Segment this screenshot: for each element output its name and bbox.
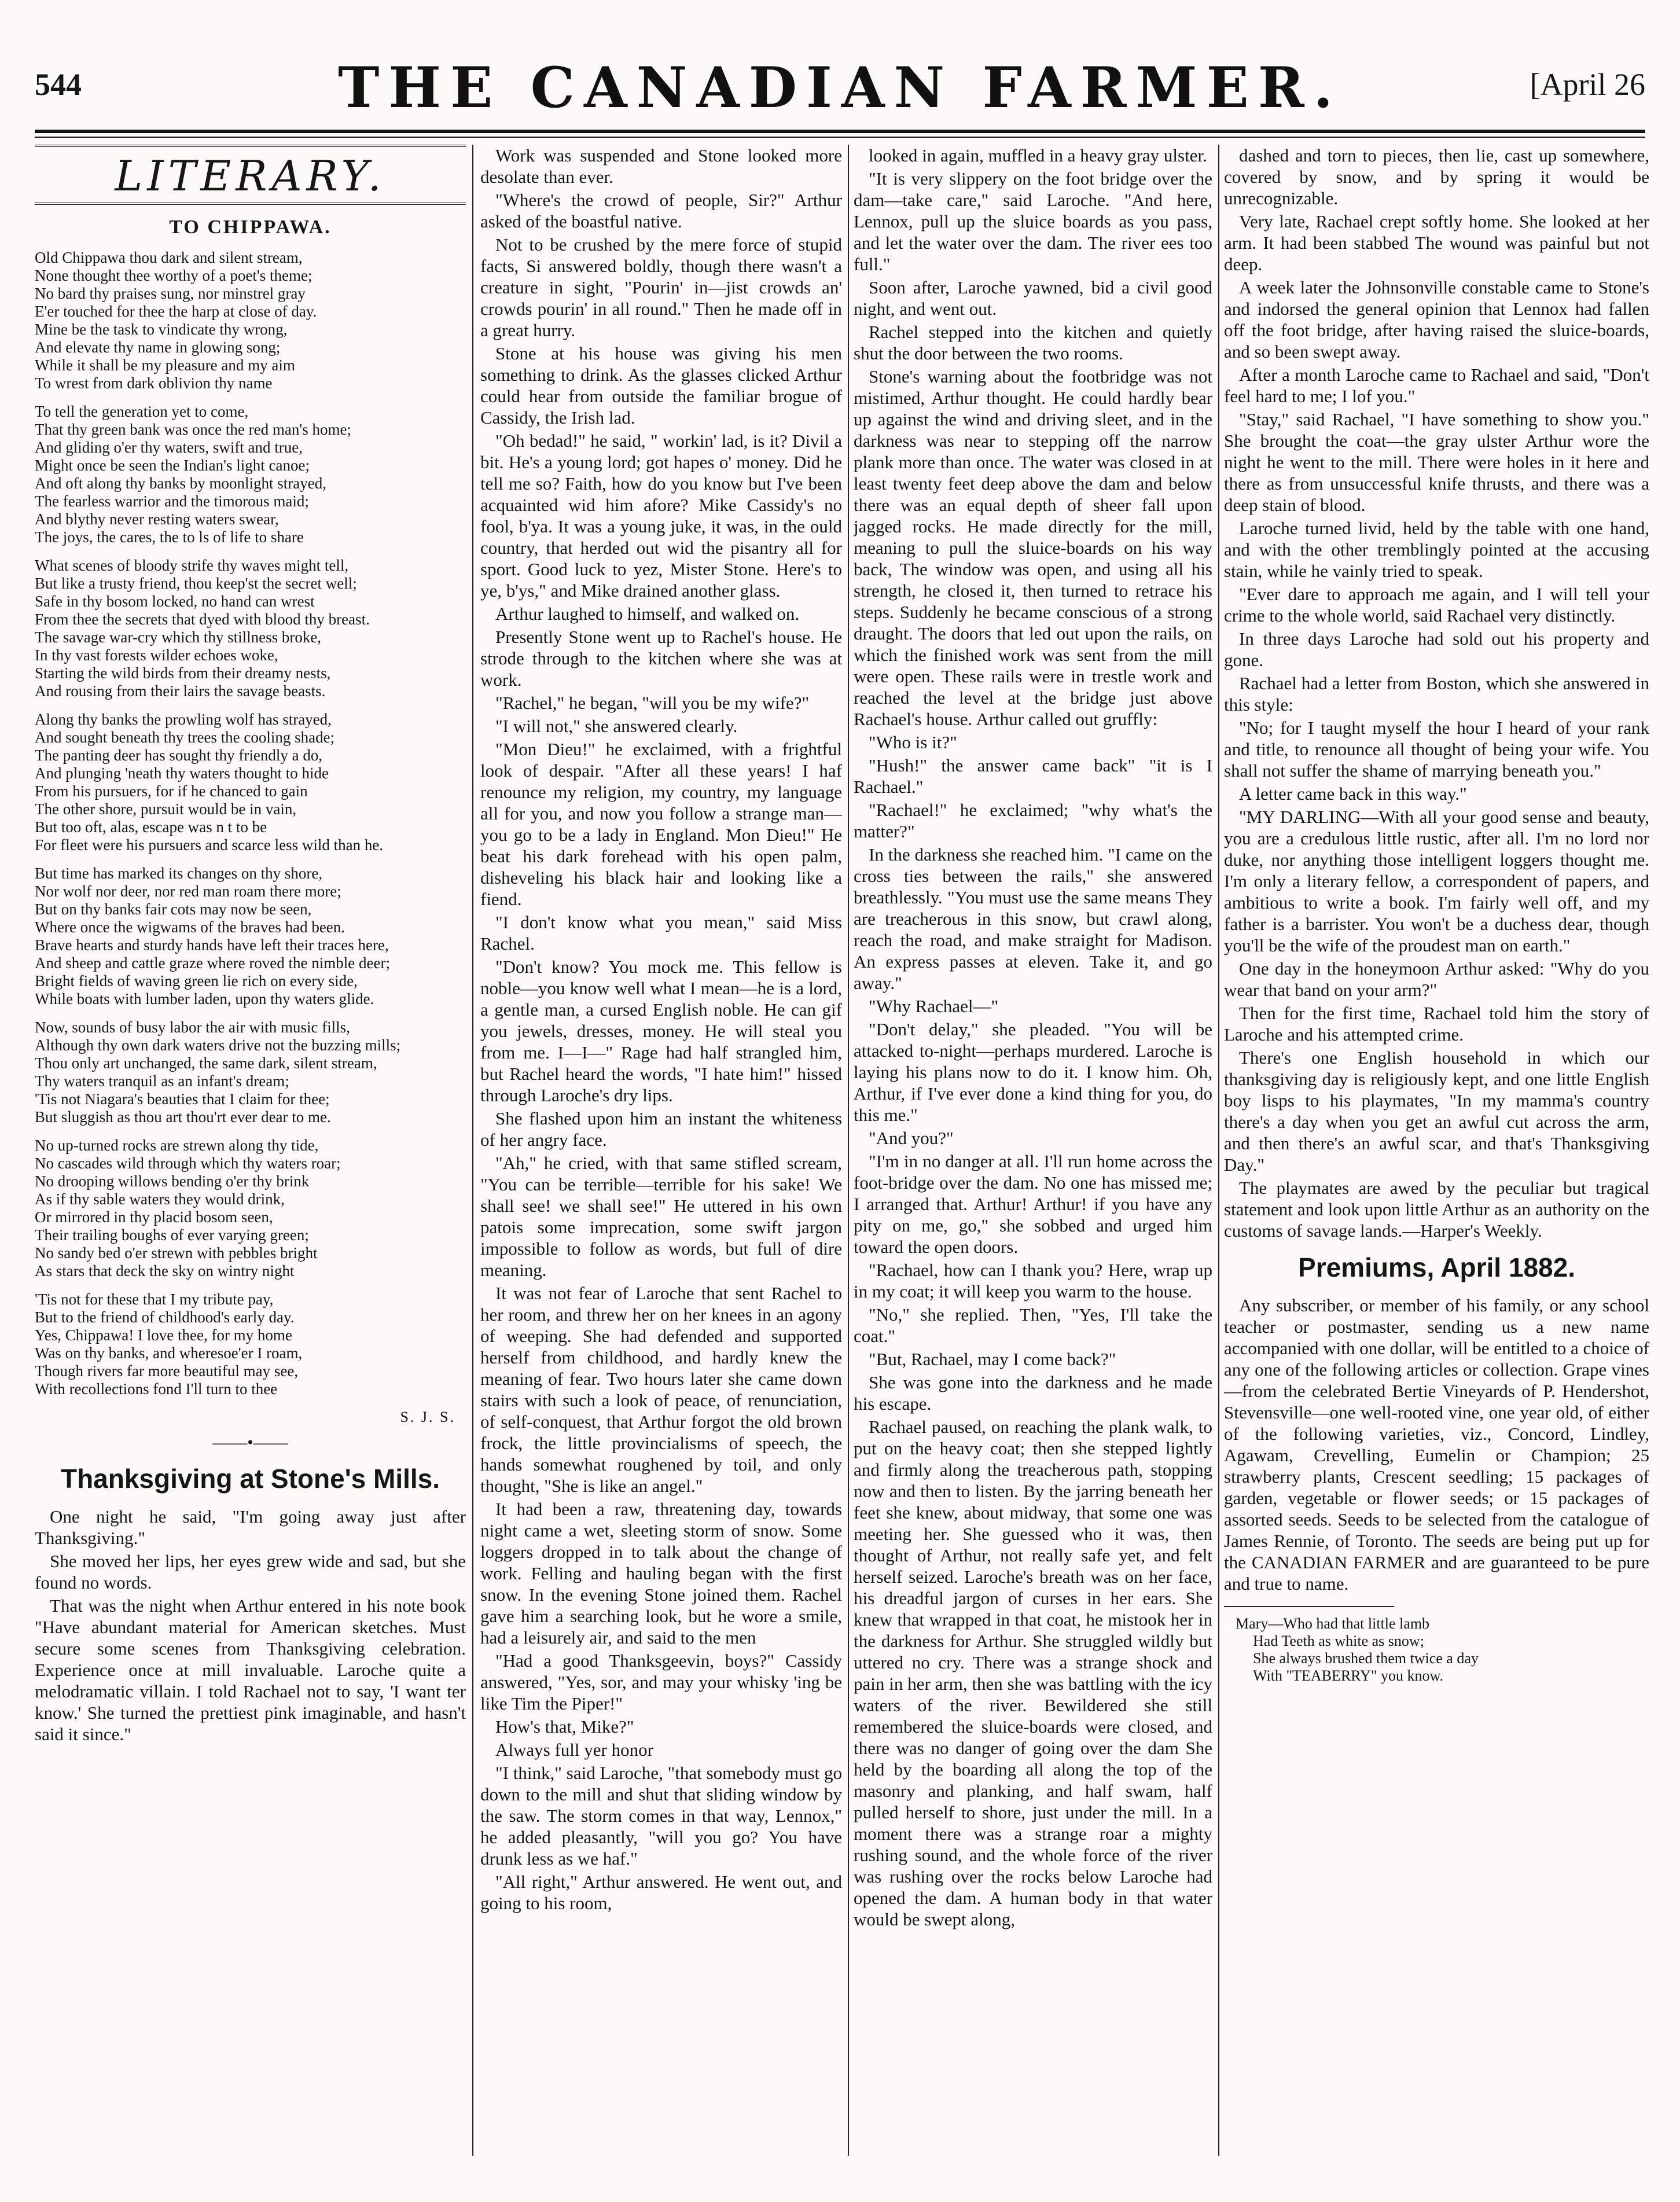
poem-stanza	[35, 557, 466, 700]
paragraph: "Mon Dieu!" he exclaimed, with a frightful look of despair. "After all these years! I haf renounce my religion, my country, my language all for you, and now you follow a strange man—you go to be a lady in England. Mon Dieu!" He beat his dark forehead with his open palm, disheveling his black hair and looking like a fiend.	[480, 739, 842, 909]
story-body	[35, 1506, 466, 1745]
poem-line: For fleet were his pursuers and scarce less wild than he.	[35, 836, 384, 854]
column-divider	[472, 145, 473, 2156]
story-continuation	[480, 145, 842, 1914]
poem-line: Their trailing boughs of ever varying green;	[35, 1226, 309, 1244]
paragraph: Soon after, Laroche yawned, bid a civil good night, and went out.	[854, 277, 1212, 319]
paragraph: The playmates are awed by the peculiar but tragical statement and look upon little Arthur as an authority on the customs of savage lands.—Harper's Weekly.	[1224, 1178, 1649, 1241]
poem-line: E'er touched for thee the harp at close of day.	[35, 303, 317, 320]
poem-title: TO CHIPPAWA.	[169, 216, 332, 238]
poem-line: But time has marked its changes on thy shore,	[35, 865, 323, 882]
newspaper-title: THE CANADIAN FARMER.	[337, 55, 1343, 120]
poem-line: While boats with lumber laden, upon thy waters glide.	[35, 990, 374, 1008]
poem-line: Safe in thy bosom locked, no hand can wrest	[35, 593, 315, 610]
advert-line: She always brushed them twice a day	[1253, 1650, 1479, 1667]
poem-line: In thy vast forests wilder echoes woke,	[35, 646, 278, 664]
poem-line: 'Tis not Niagara's beauties that I claim for thee;	[35, 1090, 330, 1108]
poem-line: Starting the wild birds from their dreamy nests,	[35, 664, 331, 682]
paragraph: She moved her lips, her eyes grew wide and sad, but she found no words.	[35, 1551, 466, 1593]
poem-line: No drooping willows bending o'er thy brink	[35, 1172, 310, 1190]
poem-line: The panting deer has sought thy friendly a do,	[35, 747, 323, 764]
poem-line: And oft along thy banks by moonlight strayed,	[35, 475, 326, 492]
poem-stanza	[35, 1291, 466, 1398]
poem-line: As stars that deck the sky on wintry night	[35, 1262, 295, 1280]
paragraph: "I don't know what you mean," said Miss Rachel.	[480, 912, 842, 954]
paragraph: She was gone into the darkness and he made his escape.	[854, 1372, 1212, 1414]
poem-line: But on thy banks fair cots may now be seen,	[35, 900, 312, 918]
paragraph: Always full yer honor	[495, 1740, 653, 1760]
paragraph: Arthur laughed to himself, and walked on.	[495, 604, 800, 624]
poem-line: Bright fields of waving green lie rich on every side,	[35, 972, 358, 990]
paragraph: "Who is it?"	[869, 732, 957, 752]
paragraph: It was not fear of Laroche that sent Rachel to her room, and threw her on her knees in an agony of weeping. She had defended and supported herself from childhood, and hardly knew the meaning of fear. Two hours later she came down stairs with such a look of peace, of renunciation, of self-conquest, that Arthur forgot the old brown frock, the little provincialisms of speech, the hands somewhat roughened by toil, and only thought, "She is like an angel."	[480, 1283, 842, 1496]
column-1	[35, 145, 466, 2167]
poem-line: The savage war-cry which thy stillness broke,	[35, 628, 322, 646]
paragraph: Rachel stepped into the kitchen and quietly shut the door between the two rooms.	[854, 322, 1212, 363]
poem-line: But sluggish as thou art thou'rt ever dear to me.	[35, 1108, 331, 1126]
paragraph: "Don't know? You mock me. This fellow is noble—you know well what I mean—he is a lord, a gentle man, a cursed English noble. He can gif you jewels, dresses, money. He will steal you from me. I—I—" Rage had half strangled him, but Rachel heard the words, "I hate him!" hissed through Laroche's dry lips.	[480, 957, 842, 1105]
paragraph: "And you?"	[869, 1128, 954, 1148]
column-4	[1224, 145, 1649, 2167]
paragraph: "But, Rachael, may I come back?"	[869, 1349, 1116, 1369]
advert-line: Had Teeth as white as snow;	[1253, 1633, 1424, 1649]
column-divider	[1218, 145, 1219, 2156]
paragraph: "Stay," said Rachael, "I have something to show you." She brought the coat—the gray ulster Arthur wore the night he went to the mill. There were holes in it here and there as from unsuccessful knife thrusts, and there was a deep stain of blood.	[1224, 409, 1649, 515]
poem-line: Though rivers far more beautiful may see,	[35, 1362, 299, 1380]
poem-line: The other shore, pursuit would be in vain,	[35, 800, 297, 818]
paragraph: In the darkness she reached him. "I came on the cross ties between the rails," she answered breathlessly. "You must use the same means They are treacherous in this snow, but crawl along, reach the road, and make straight for Madison. An express passes at eleven. Take it, and go away."	[854, 844, 1212, 993]
poem-line: The joys, the cares, the to ls of life to share	[35, 528, 304, 546]
poem-line: 'Tis not for these that I my tribute pay,	[35, 1291, 274, 1308]
masthead	[35, 55, 1645, 130]
paragraph: Not to be crushed by the mere force of stupid facts, Si answered boldly, though there wasn't a creature in sight, "Pourin' in—jist crowds an' crowds pourin' in all round." Then he made off in a great hurry.	[480, 234, 842, 340]
poem-line: Nor wolf nor deer, nor red man roam there more;	[35, 883, 341, 900]
paragraph: How's that, Mike?"	[495, 1716, 634, 1737]
paragraph: "I will not," she answered clearly.	[495, 716, 738, 736]
paragraph: "No; for I taught myself the hour I heard of your rank and title, to renounce all thought of being your wife. You shall not suffer the shame of marrying beneath you."	[1224, 718, 1649, 781]
poem-line: As if thy sable waters they would drink,	[35, 1190, 285, 1208]
poem-line: With recollections fond I'll turn to thee	[35, 1380, 278, 1398]
advert-line: With "TEABERRY" you know.	[1253, 1667, 1444, 1684]
poem-line: None thought thee worthy of a poet's theme;	[35, 267, 313, 284]
paragraph: One night he said, "I'm going away just after Thanksgiving."	[35, 1506, 466, 1548]
paragraph: "I'm in no danger at all. I'll run home across the foot-bridge over the dam. No one has missed me; I arranged that. Arthur! Arthur! if you have any pity on me, go," she sobbed and urged him toward the open doors.	[854, 1151, 1212, 1257]
poem-line: Where once the wigwams of the braves had been.	[35, 918, 345, 936]
poem-line: Was on thy banks, and wheresoe'er I roam,	[35, 1344, 303, 1362]
column-divider	[848, 145, 849, 2156]
poem-line: From thee the secrets that dyed with blood thy breast.	[35, 611, 370, 628]
paragraph: "Hush!" the answer came back" "it is I Rachael."	[854, 755, 1212, 797]
paragraph: There's one English household in which our thanksgiving day is religiously kept, and one little English boy lisps to his playmates, "In my mamma's country there's a day when you get an awful cut across the arm, and then there's an awful scar, and that's Thanksgiving Day."	[1224, 1047, 1649, 1175]
paragraph: "No," she replied. Then, "Yes, I'll take the coat."	[854, 1304, 1212, 1346]
paragraph: "Where's the crowd of people, Sir?" Arthur asked of the boastful native.	[480, 190, 842, 231]
poem-line: Yes, Chippawa! I love thee, for my home	[35, 1326, 292, 1344]
paragraph: "Had a good Thanksgeevin, boys?" Cassidy answered, "Yes, sor, and may your whisky 'ing be like Tim the Piper!"	[480, 1650, 842, 1714]
section-divider: ——•——	[212, 1433, 288, 1452]
paragraph: A week later the Johnsonville constable came to Stone's and indorsed the general opinion that Lennox had fallen off the foot bridge, after having raised the sluice-boards, and so been swept away.	[1224, 277, 1649, 362]
story-title: Thanksgiving at Stone's Mills.	[60, 1464, 440, 1494]
paragraph: A letter came back in this way."	[1239, 784, 1467, 804]
paragraph: "Rachel," he began, "will you be my wife?"	[495, 693, 810, 713]
issue-date: [April 26	[1530, 67, 1645, 102]
poem-line: And sheep and cattle graze where roved the nimble deer;	[35, 954, 390, 972]
poem-line: But too oft, alas, escape was n t to be	[35, 818, 267, 836]
paragraph: Stone at his house was giving his men something to drink. As the glasses clicked Arthur could hear from outside the familiar brogue of Cassidy, the Irish lad.	[480, 343, 842, 428]
poem-line: And gliding o'er thy waters, swift and true,	[35, 439, 303, 456]
poem-line: Although thy own dark waters drive not the buzzing mills;	[35, 1036, 401, 1054]
page-number: 544	[35, 67, 82, 102]
poem-body	[35, 249, 466, 1398]
paragraph: Rachael had a letter from Boston, which she answered in this style:	[1224, 673, 1649, 715]
poem-stanza	[35, 711, 466, 854]
poem-stanza	[35, 403, 466, 546]
poem-line: Or mirrored in thy placid bosom seen,	[35, 1208, 273, 1226]
paragraph: Work was suspended and Stone looked more desolate than ever.	[480, 145, 842, 187]
poem-line: Along thy banks the prowling wolf has strayed,	[35, 711, 332, 728]
paragraph: Presently Stone went up to Rachel's house. He strode through to the kitchen where she was at work.	[480, 627, 842, 690]
paragraph: Then for the first time, Rachael told him the story of Laroche and his attempted crime.	[1224, 1003, 1649, 1045]
header-rule-thin	[35, 137, 1645, 138]
poem-line: The fearless warrior and the timorous maid;	[35, 492, 309, 510]
teaberry-advert	[1224, 1615, 1649, 1685]
poem-line: What scenes of bloody strife thy waves might tell,	[35, 557, 349, 574]
footnote-rule	[1224, 1606, 1394, 1607]
premiums-text: Any subscriber, or member of his family, or any school teacher or postmaster, sending us a new name accompanied with one dollar, will be entitled to a choice of any one of the following articles or collection. Grape vines—from the celebrated Bertie Vineyards of P. Hendershot, Stevensville—one well-rooted vine, one year old, of either of the following varieties, viz., Concord, Lindley, Agawam, Crevelling, Eumelin or Champion; 25 strawberry plants, Crescent seedling; 15 packages of garden, vegetable or flower seeds; or 15 packages of assorted seeds. Seeds to be selected from the catalogue of James Rennie, of Toronto. The seeds are being put up for the CANADIAN FARMER and are guaranteed to be pure and true to name.	[1224, 1295, 1649, 1594]
poem-line: Now, sounds of busy labor the air with music fills,	[35, 1019, 350, 1036]
paragraph: "Why Rachael—"	[869, 996, 999, 1016]
paragraph: dashed and torn to pieces, then lie, cast up somewhere, covered by snow, and by spring it would be unrecognizable.	[1224, 145, 1649, 208]
poem-line: Old Chippawa thou dark and silent stream,	[35, 249, 303, 266]
poem-line: Thou only art unchanged, the same dark, silent stream,	[35, 1054, 377, 1072]
poem-signature: S. J. S.	[400, 1409, 455, 1425]
paragraph: Laroche turned livid, held by the table with one hand, and with the other tremblingly pointed at the accusing stain, while he vainly tried to speak.	[1224, 518, 1649, 581]
poem-stanza	[35, 865, 466, 1008]
poem-line: And plunging 'neath thy waters thought to hide	[35, 764, 329, 782]
paragraph: looked in again, muffled in a heavy gray ulster.	[869, 145, 1207, 166]
paragraph: In three days Laroche had sold out his property and gone.	[1224, 628, 1649, 670]
poem-line: And elevate thy name in glowing song;	[35, 339, 281, 356]
paragraph: "All right," Arthur answered. He went out, and going to his room,	[480, 1872, 842, 1913]
poem-line: Mine be the task to vindicate thy wrong,	[35, 321, 288, 338]
paragraph: That was the night when Arthur entered in his note book "Have abundant material for American sketches. Must secure some scenes from Thanksgiving celebration. Experience once at mill invaluable. Laroche quite a melodramatic villain. I told Rachael not to say, 'I want ter know.' She turned the prettiest pink imaginable, and hasn't said it since."	[35, 1596, 466, 1744]
poem-line: To wrest from dark oblivion thy name	[35, 374, 273, 392]
paragraph: Very late, Rachael crept softly home. She looked at her arm. It had been stabbed The wound was painful but not deep.	[1224, 211, 1649, 274]
poem-line: To tell the generation yet to come,	[35, 403, 249, 420]
poem-stanza	[35, 1137, 466, 1280]
poem-line: No bard thy praises sung, nor minstrel gray	[35, 285, 306, 302]
poem-line: And blythy never resting waters swear,	[35, 510, 279, 528]
poem-line: That thy green bank was once the red man's home;	[35, 421, 351, 438]
paragraph: "I think," said Laroche, "that somebody must go down to the mill and shut that sliding window by the saw. The storm comes in that way, Lennox," he added pleasantly, "will you go? You have drunk less as we haf."	[480, 1763, 842, 1869]
poem-line: No up-turned rocks are strewn along thy tide,	[35, 1137, 319, 1154]
paragraph: Stone's warning about the footbridge was not mistimed, Arthur thought. He could hardly bear up against the wind and driving sleet, and in the darkness was near to stepping off the narrow plank more than once. The water was closed in at least twenty feet deep above the dam and below there was an equal depth of sheer fall upon jagged rocks. He made directly for the mill, meaning to pull the sluice-boards on his way back, The window was open, and using all his strength, he closed it, then turned to retrace his steps. Suddenly he became conscious of a strong draught. The doors that led out upon the rails, on which the finished work was sent from the mill were open. These rails were in trestle work and reached the level at the bridge just above Rachael's house. Arthur called out gruffly:	[854, 366, 1212, 729]
column-2	[480, 145, 842, 2167]
poem-line: From his pursuers, for if he chanced to gain	[35, 782, 308, 800]
paragraph: It had been a raw, threatening day, towards night came a wet, sleeting storm of snow. Some loggers dropped in to talk about the change of work. Felling and hauling began with the first snow. In the evening Stone joined them. Rachel gave him a searching look, but he wore a smile, had a leisurely air, and said to the men	[480, 1499, 842, 1648]
poem-line: No cascades wild through which thy waters roar;	[35, 1155, 341, 1172]
poem-line: No sandy bed o'er strewn with pebbles bright	[35, 1244, 318, 1262]
poem-line: Thy waters tranquil as an infant's dream;	[35, 1072, 289, 1090]
column-3	[854, 145, 1212, 2167]
poem-line: While it shall be my pleasure and my aim	[35, 356, 295, 374]
advert-line: Mary—Who had that little lamb	[1236, 1615, 1430, 1632]
poem-line: And rousing from their lairs the savage beasts.	[35, 682, 326, 700]
paragraph: "Oh bedad!" he said, " workin' lad, is it? Divil a bit. He's a young lord; got hapes o' money. Did he tell me so? Faith, how do you know but I've been acquainted wid him afore? Mike Cassidy's no fool, b'ya. It was a young juke, it was, in the ould country, that herded out wid the pisantry all for sport. Good luck to yez, Mister Stone. Here's to ye, b'ys," and Mike drained another glass.	[480, 431, 842, 601]
poem-line: Brave hearts and sturdy hands have left their traces here,	[35, 936, 389, 954]
header-rule	[35, 130, 1645, 133]
paragraph: "Don't delay," she pleaded. "You will be attacked to-night—perhaps murdered. Laroche is laying his plans now to do it. I know him. Oh, Arthur, if I've ever done a kind thing for you, do this me."	[854, 1019, 1212, 1125]
paragraph: "Rachael!" he exclaimed; "why what's the matter?"	[854, 800, 1212, 841]
section-title: LITERARY.	[35, 145, 466, 205]
poem-stanza	[35, 1019, 466, 1126]
paragraph: "Rachael, how can I thank you? Here, wrap up in my coat; it will keep you warm to the house.	[854, 1260, 1212, 1302]
poem-line: But like a trusty friend, thou keep'st the secret well;	[35, 575, 357, 592]
poem-line: And sought beneath thy trees the cooling shade;	[35, 729, 335, 746]
paragraph: "MY DARLING—With all your good sense and beauty, you are a credulous little rustic, after all. I'm no lord nor duke, nor anything those intelligent loggers thought me. I'm only a literary fellow, a correspondent of papers, and ambitious to write a book. I'm fairly well off, and my father is a barrister. You won't be a duchess dear, though you'll be the wife of the proudest man on earth."	[1224, 807, 1649, 955]
paragraph: After a month Laroche came to Rachael and said, "Don't feel hard to me; I lof you."	[1224, 365, 1649, 406]
paragraph: She flashed upon him an instant the whiteness of her angry face.	[480, 1108, 842, 1150]
paragraph: "Ah," he cried, with that same stifled scream, "You can be terrible—terrible for his sake! We shall see! we shall see!" He uttered in his own patois some imprecation, some swift jargon impossible to follow as words, but full of dire meaning.	[480, 1153, 842, 1280]
poem-line: Might once be seen the Indian's light canoe;	[35, 457, 310, 474]
story-conclusion	[1224, 145, 1649, 1241]
paragraph: "Ever dare to approach me again, and I will tell your crime to the whole world, said Rachael very distinctly.	[1224, 584, 1649, 626]
paragraph: "It is very slippery on the foot bridge over the dam—take care," said Laroche. "And here, Lennox, pull up the sluice boards as you pass, and let the water over the dam. The river ees too full."	[854, 168, 1212, 274]
paragraph: Rachael paused, on reaching the plank walk, to put on the heavy coat; then she stepped lightly and firmly along the treacherous path, stopping now and then to listen. By the jarring beneath her feet she knew, about midway, that some one was meeting her. She guessed who it was, then thought of Arthur, not really safe yet, and felt herself seized. Laroche's breath was on her face, his dreadful jargon of curses in her ears. She knew that wrapped in that coat, he mistook her in the darkness for Arthur. She struggled wildly but uttered no cry. There was a strange shock and pain in her arm, then she was battling with the icy waters of the river. Bewildered she still remembered the sluice-boards were closed, and there was no danger of going over the dam She held by the boarding all along the top of the masonry and planking, and half swam, half pulled herself to shore, just under the mill. In a moment there was a strange roar a mighty rushing sound, and the whole force of the river was rushing over the rocks below Laroche had opened the dam. A human body in that water would be swept along,	[854, 1417, 1212, 1929]
poem-line: But to the friend of childhood's early day.	[35, 1308, 295, 1326]
story-continuation	[854, 145, 1212, 1930]
paragraph: One day in the honeymoon Arthur asked: "Why do you wear that band on your arm?"	[1224, 958, 1649, 1000]
premiums-title: Premiums, April 1882.	[1298, 1252, 1575, 1282]
poem-stanza	[35, 249, 466, 392]
